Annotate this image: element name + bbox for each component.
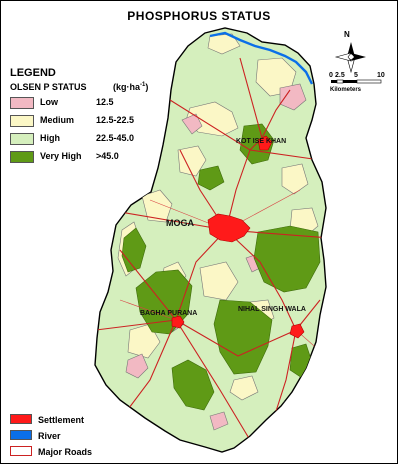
place-moga: MOGA [166,218,194,228]
legend-item-very-high [10,151,170,163]
scale-tick: 2.5 [335,72,345,79]
legend-item-river [10,430,130,442]
legend-label: River [38,431,61,441]
scale-tick: 5 [354,72,358,79]
place-kot-ise-khan: KOT ISE KHAN [236,138,287,145]
legend-item-settlement [10,414,130,426]
legend-range: 22.5-45.0 [96,133,135,143]
scale-bar [331,80,381,83]
legend-label: Settlement [38,415,85,425]
scale-tick: 10 [377,72,385,79]
legend-range: 12.5 [96,97,114,107]
legend-range: 12.5-22.5 [96,115,135,125]
very-high-swatch-icon [10,151,34,163]
north-arrow-icon [336,42,366,72]
place-bagha-purana: BAGHA PURANA [140,310,198,317]
legend-item-major-roads [10,446,130,458]
legend-label: Very High [40,151,82,161]
legend-range: >45.0 [96,151,119,161]
map-title: PHOSPHORUS STATUS [127,9,271,23]
road-swatch-icon [10,446,32,456]
high-swatch-icon [10,133,34,145]
medium-swatch-icon [10,115,34,127]
legend-label: Medium [40,115,75,125]
legend-unit: $(kg\cdot ha^{-1})$ [113,82,149,92]
legend-label: Low [40,97,58,107]
place-nihal-singh-wala: NIHAL SINGH WALA [238,306,306,313]
legend-label: High [40,133,60,143]
legend-item-low [10,97,170,109]
scale-unit: Kilometers [330,87,362,93]
north-label: N [344,30,350,39]
legend-item-high [10,133,170,145]
low-swatch-icon [10,97,34,109]
river-swatch-icon [10,430,32,440]
legend-item-medium [10,115,170,127]
scale-tick: 0 [329,72,333,79]
settlement-swatch-icon [10,414,32,424]
legend-label: Major Roads [38,447,93,457]
legend-subheading: OLSEN P STATUS [10,82,87,92]
legend-heading: LEGEND [10,67,56,79]
